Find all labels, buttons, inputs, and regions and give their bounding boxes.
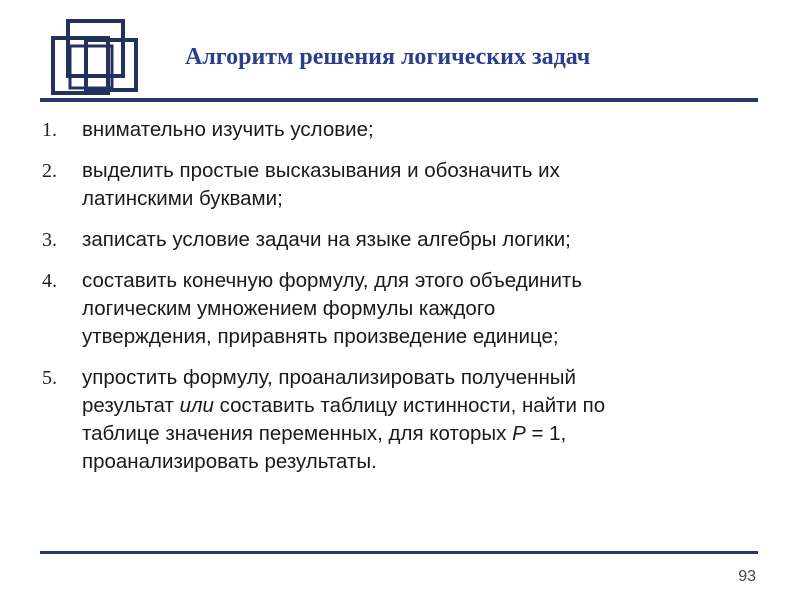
text-segment: выделить простые высказывания и обозначить их латинскими буквами;: [82, 159, 560, 210]
algorithm-steps-list: [42, 116, 767, 489]
list-item-text: [82, 226, 767, 254]
text-segment: упростить формулу, проанализировать полученный результат: [82, 366, 576, 417]
text-segment: составить конечную формулу, для этого объединить логическим умножением формулы каждого утверждения, приравнять произведение единице;: [82, 269, 582, 348]
list-item: [42, 364, 767, 476]
text-segment: = 1, проанализировать результаты.: [82, 422, 567, 473]
list-item: [42, 157, 767, 213]
list-item-text: [82, 116, 767, 144]
list-item: [42, 226, 767, 254]
list-item-number: 5.: [42, 367, 57, 389]
list-item-text: [82, 157, 767, 213]
list-item: [42, 267, 767, 351]
list-item-number: 4.: [42, 270, 57, 292]
italic-text: P: [512, 422, 526, 445]
list-item-text: [82, 364, 767, 476]
slide-title: Алгоритм решения логических задач: [185, 44, 591, 70]
list-item-number: 3.: [42, 229, 57, 251]
text-segment: составить таблицу истинности, найти по таблице значения переменных, для которых: [82, 394, 606, 445]
title-divider: [40, 98, 758, 102]
list-item: [42, 116, 767, 144]
list-item-text: [82, 267, 767, 351]
text-segment: записать условие задачи на языке алгебры логики;: [82, 228, 571, 251]
list-item-number: 1.: [42, 119, 57, 141]
footer-divider: [40, 551, 758, 554]
overlapping-squares-logo-icon: [48, 18, 148, 100]
italic-text: или: [179, 394, 214, 417]
text-segment: внимательно изучить условие;: [82, 118, 374, 141]
page-number: 93: [738, 568, 756, 585]
list-item-number: 2.: [42, 160, 57, 182]
